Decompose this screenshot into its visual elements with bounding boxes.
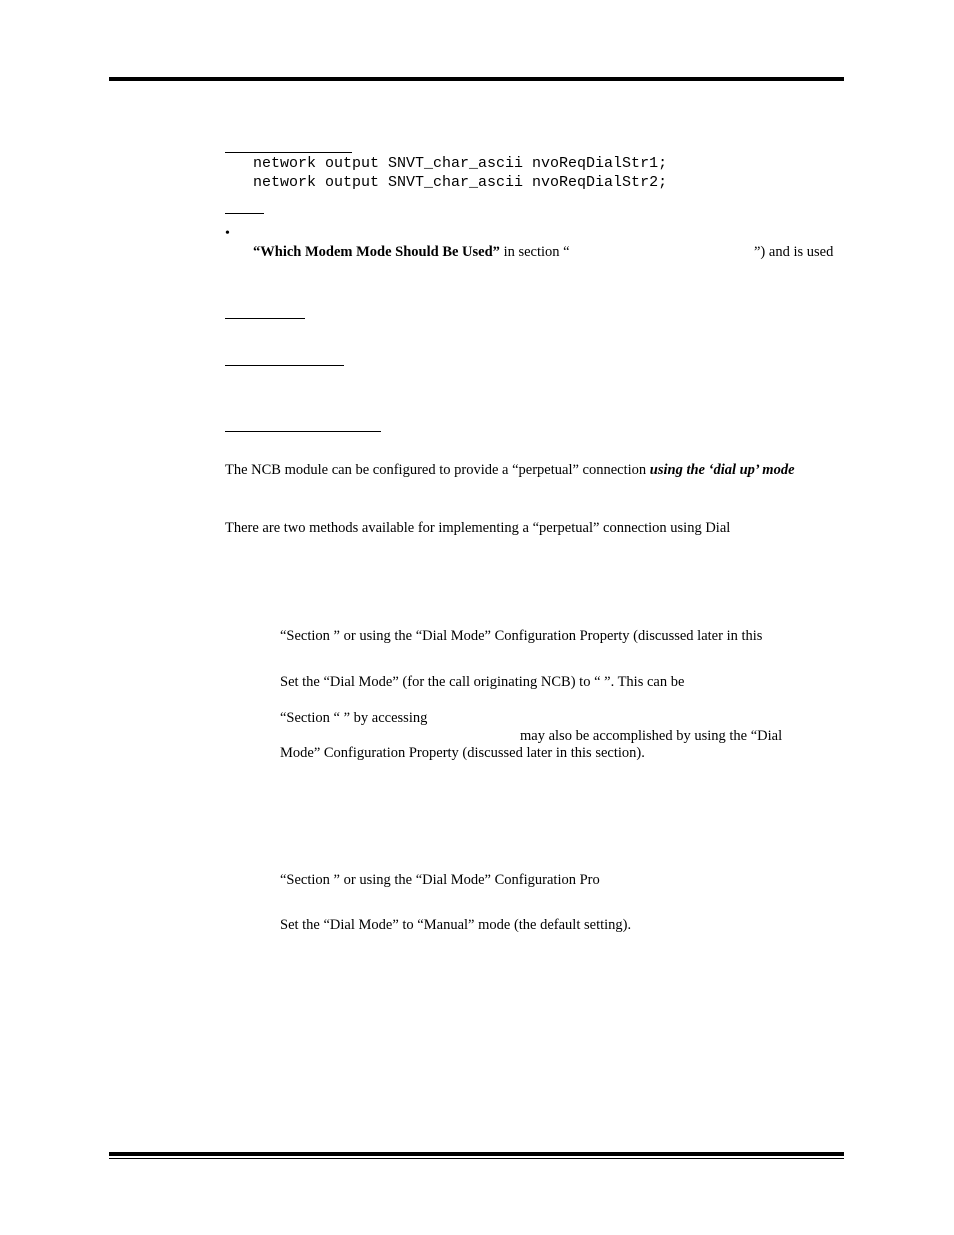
code-heading-underline — [225, 152, 352, 153]
bullet-text — [253, 244, 570, 261]
subheading-underline-2 — [225, 365, 344, 366]
footer-rule-thin — [109, 1158, 844, 1159]
subheading-underline-1 — [225, 318, 305, 319]
bullet-mid: in section “ — [499, 244, 570, 260]
perpetual-text: The NCB module can be configured to provide a “perpetual” connection — [225, 462, 650, 478]
code-line-1: network output SNVT_char_ascii nvoReqDialStr1; — [253, 155, 668, 172]
perpetual-paragraph — [225, 462, 795, 479]
method1-config-property: Mode” Configuration Property (discussed later in this section). — [280, 745, 645, 761]
code-line-2: network output SNVT_char_ascii nvoReqDialStr2; — [253, 174, 668, 191]
methods-intro: There are two methods available for implementing a “perpetual” connection using Dial — [225, 520, 731, 536]
method2-section-ref: “Section ” or using the “Dial Mode” Configuration Pro — [280, 872, 600, 888]
method2-set-manual: Set the “Dial Mode” to “Manual” mode (the default setting). — [280, 917, 632, 933]
bullet-bold-ref: “Which Modem Mode Should Be Used” — [253, 244, 500, 260]
method1-set-dial-mode: Set the “Dial Mode” (for the call originating NCB) to “ ”. This can be — [280, 674, 685, 690]
subheading-underline-3 — [225, 431, 381, 432]
header-rule — [109, 77, 844, 81]
perpetual-emphasis: using the ‘dial up’ mode — [649, 462, 795, 478]
method1-section-access: “Section “ ” by accessing — [280, 710, 428, 726]
method1-section-ref: “Section ” or using the “Dial Mode” Configuration Property (discussed later in this — [280, 628, 763, 644]
notes-heading-underline — [225, 213, 264, 214]
bullet-end: ”) and is used — [754, 244, 834, 260]
bullet-point: • — [225, 226, 230, 241]
footer-rule — [109, 1152, 844, 1156]
method1-also-accomplished: may also be accomplished by using the “Dial — [520, 728, 783, 744]
